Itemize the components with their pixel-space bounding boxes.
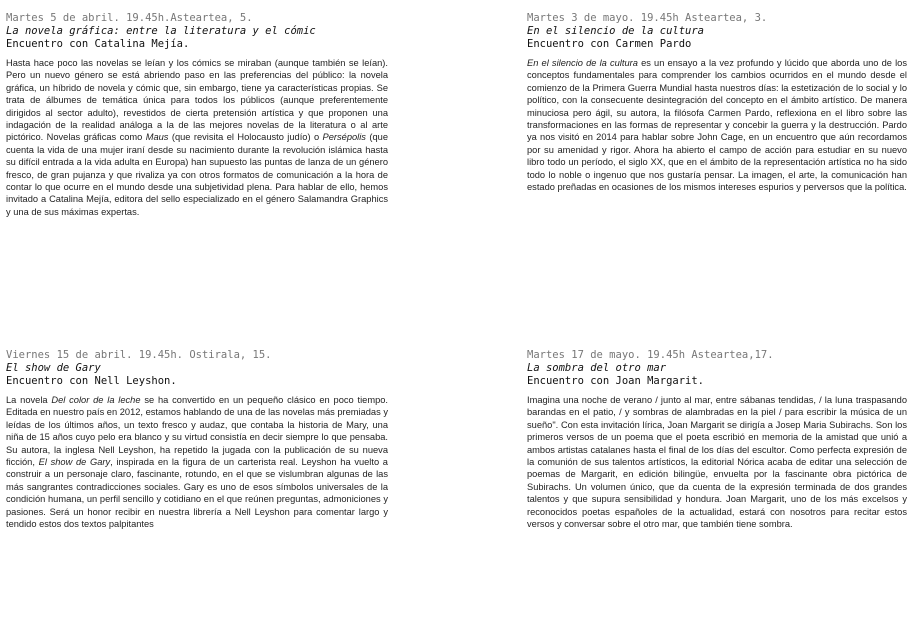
event-title: La sombra del otro mar <box>527 362 667 374</box>
event-catalina-mejia <box>6 12 388 218</box>
text-run: (que cuenta la vida de una mujer iraní desde su nacimiento durante la revolución islámica hasta su difícil entrada a la vida adulta en Europa) han supuesto las puntas de lanza de un género fresco, de gran pujanza y que rivaliza ya con otros formatos de comunicación a la hora de contar lo que ocurre en el mundo desde una subjetividad plena. Para hablar de ello, hemos invitado a Catalina Mejía, editora del sello especializado en el género Salamandra Graphics y una de sus máximas expertas. <box>6 132 388 217</box>
event-description <box>527 394 907 530</box>
event-description <box>6 394 388 530</box>
text-run: Imagina una noche de verano / junto al mar, entre sábanas tendidas, / la luna traspasando barandas en el patio, / y sombras de alambradas en la piel / para escribir la música de un sueño". Con esta invitación lírica, Joan Margarit se dirigía a Josep Maria Subirachs. Son los primeros versos de un poema que el poeta escribió en memoria de la amistad que unió a ambos artistas catalanes hasta el final de los días del escultor. Como perfecta expresión de la comunión de sus talentos artísticos, la editorial Nórica acaba de editar una selección de poemas de Margarit, en edición bilingüe, envuelta por la fascinante obra pictórica de Subirachs. Un volumen único, que da cuenta de la expresión terminada de dos grandes talentos y que supura sensibilidad y hondura. Joan Margarit, uno de los más excelsos y reconocidos poetas españoles de la actualidad, estará con nosotros para recitar estos versos y conversar sobre el otro mar, que también tiene sombra. <box>527 395 907 530</box>
event-description <box>527 57 907 193</box>
event-guest: Encuentro con Joan Margarit. <box>527 375 705 387</box>
italic-text-run: Persépolis <box>322 132 366 143</box>
italic-text-run: En el silencio de la cultura <box>527 58 638 68</box>
event-joan-margarit <box>527 349 907 530</box>
text-run: es un ensayo a la vez profundo y lúcido que aborda uno de los conceptos fundamentales para comprender los cambios ocurridos en el mundo desde el comienzo de la Primera Guerra Mundial hasta nuestros días: la estetización de lo social y lo político, con la consecuente desintegración del concepto en el ámbito artístico. De manera minuciosa pero ágil, su autora, la filósofa Carmen Pardo, reflexiona en el libro sobre las transformaciones en las formas de representar y concebir la guerra y la destrucción. Pardo ya nos visitó en 2014 para hablar sobre John Cage, en un encuentro que aún recordamos por su amenidad y rigor. Ahora ha abierto el campo de acción para estudiar en su nuevo libro todo un período, el siglo XX, que en el ámbito de la representación artística no ha sido todo lo noble o ingenuo que nos gustaría pensar. La imagen, el arte, la comunicación han estado preñadas en ocasiones de los mismos intereses espurios y perversos que la política. <box>527 58 908 193</box>
event-nell-leyshon <box>6 349 388 530</box>
event-carmen-pardo <box>527 12 907 193</box>
event-date: Martes 5 de abril. 19.45h.Asteartea, 5. <box>6 12 253 24</box>
event-date: Martes 3 de mayo. 19.45h Asteartea, 3. <box>527 12 768 24</box>
event-title: La novela gráfica: entre la literatura y el cómic <box>6 25 316 37</box>
event-title: El show de Gary <box>6 362 101 374</box>
text-run: Hasta hace poco las novelas se leían y los cómics se miraban (aunque también se leían). Pero un nuevo género se está abriendo paso en las preferencias del público: la novela gráfica, un híbrido de novela y cómic que, sin embargo, tiene ya características propias. Se trata de álbumes de temática única para todos los públicos (aunque preferentemente dirigidos al sector adulto), revestidos de cierta pretensión artística y que proponen una indagación de la realidad análoga a la de las mejores novelas de la literatura o al arte pictórico. Novelas gráficas como <box>6 58 388 143</box>
italic-text-run: Maus <box>145 132 169 143</box>
event-date: Martes 17 de mayo. 19.45h Asteartea,17. <box>527 349 774 361</box>
italic-text-run: El show de Gary <box>38 457 111 468</box>
event-date: Viernes 15 de abril. 19.45h. Ostirala, 15. <box>6 349 272 361</box>
event-guest: Encuentro con Nell Leyshon. <box>6 375 177 387</box>
text-run: , inspirada en la figura de un carterista real. Leyshon ha vuelto a construir a un personaje claro, fascinante, rotundo, en el que se vislumbran algunas de las más sangrantes contradicciones sociales. Gary es uno de esos símbolos universales de la condición humana, un perfil sencillo y cotidiano en el que reúnen preguntas, admoniciones y pasiones. Será un honor recibir en nuestra librería a Nell Leyshon para comentar largo y tendido estos dos textos palpitantes <box>6 457 388 530</box>
event-title: En el silencio de la cultura <box>527 25 705 37</box>
italic-text-run: Del color de la leche <box>51 395 141 405</box>
event-description <box>6 57 388 218</box>
text-run: (que revisita el Holocausto judío) o <box>168 132 323 143</box>
text-run: se ha convertido en un pequeño clásico en poco tiempo. Editada en nuestro país en 2012, estamos hablando de una de las novelas más premiadas y leídas de los últimos años, un texto fresco y audaz, que contaba la historia de Mary, una niña de 15 años cuyo pelo era blanco y su virtud consistía en decir siempre lo que pensaba. Su autora, la inglesa Nell Leyshon, ha repetido la jugada con la publicación de su nueva ficción, <box>6 395 388 468</box>
text-run: La novela <box>6 395 52 405</box>
event-guest: Encuentro con Carmen Pardo <box>527 38 692 50</box>
event-guest: Encuentro con Catalina Mejía. <box>6 38 190 50</box>
